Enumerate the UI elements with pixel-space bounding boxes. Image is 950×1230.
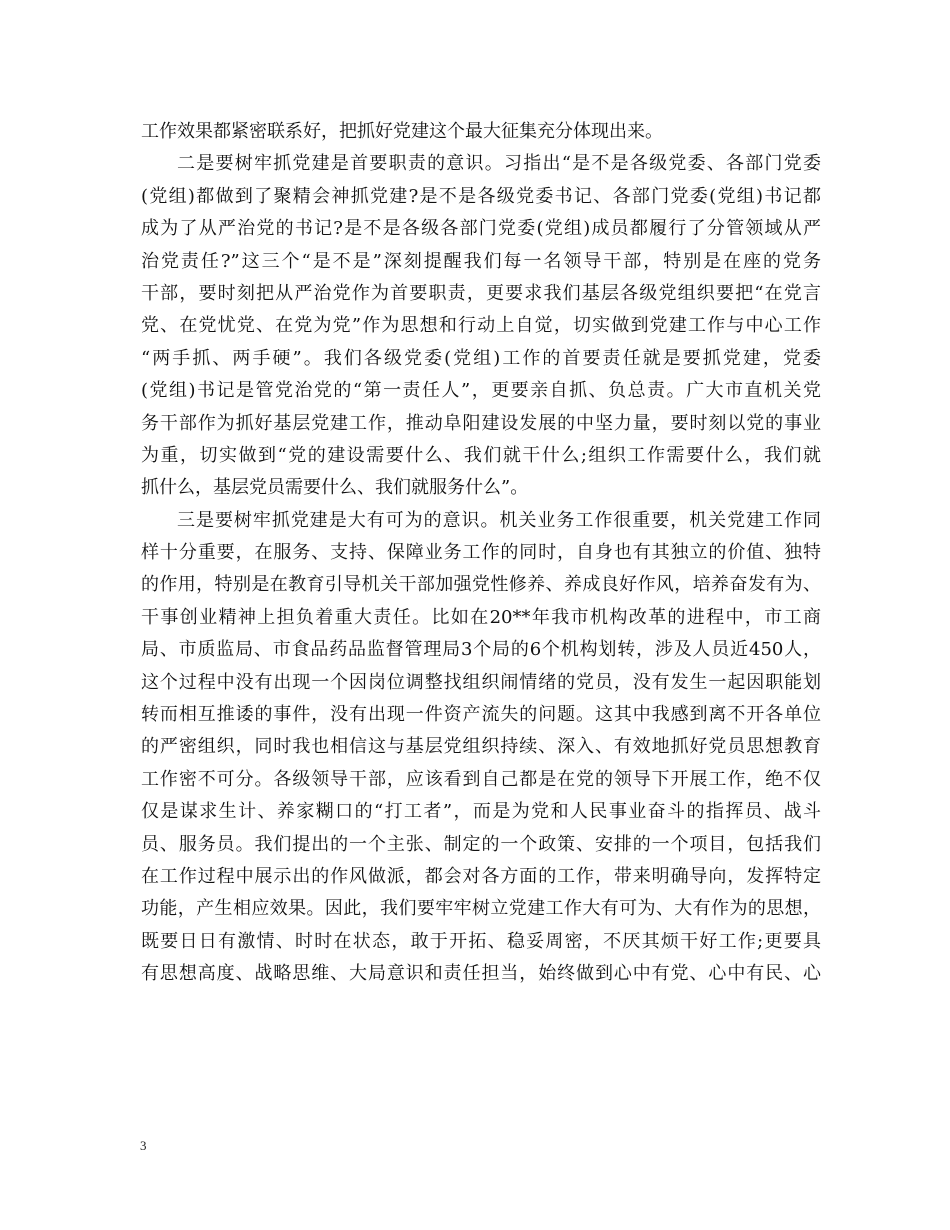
text-line: 抓什么，基层党员需要什么、我们就服务什么”。	[141, 477, 529, 499]
text-line: 的严密组织，同时我也相信这与基层党组织持续、深入、有效地抓好党员思想教育	[141, 736, 821, 758]
text-line: (党组)书记是管党治党的“第一责任人”，更要亲自抓、负总责。广大市直机关党	[141, 380, 821, 402]
body-text	[141, 116, 821, 991]
text-line: 员、服务员。我们提出的一个主张、制定的一个政策、安排的一个项目，包括我们	[141, 833, 821, 855]
text-line: 功能，产生相应效果。因此，我们要牢牢树立党建工作大有可为、大有作为的思想，	[141, 898, 821, 920]
text-line: (党组)都做到了聚精会神抓党建?是不是各级党委书记、各部门党委(党组)书记都	[141, 185, 821, 207]
text-line: 成为了从严治党的书记?是不是各级各部门党委(党组)成员都履行了分管领域从严	[141, 218, 821, 240]
paragraph-start-line: 三是要树牢抓党建是大有可为的意识。机关业务工作很重要，机关党建工作同	[177, 509, 821, 531]
text-line: “两手抓、两手硬”。我们各级党委(党组)工作的首要责任就是要抓党建，党委	[141, 347, 821, 369]
text-line: 治党责任?”这三个“是不是”深刻提醒我们每一名领导干部，特别是在座的党务	[141, 250, 821, 272]
text-line: 样十分重要，在服务、支持、保障业务工作的同时，自身也有其独立的价值、独特	[141, 542, 821, 564]
text-line: 工作效果都紧密联系好，把抓好党建这个最大征集充分体现出来。	[141, 121, 663, 142]
text-line: 工作密不可分。各级领导干部，应该看到自己都是在党的领导下开展工作，绝不仅	[141, 768, 821, 790]
paragraph-start-line: 二是要树牢抓党建是首要职责的意识。习指出“是不是各级党委、各部门党委	[177, 153, 821, 175]
text-line: 局、市质监局、市食品药品监督管理局3个局的6个机构划转，涉及人员近450人，	[141, 639, 821, 661]
text-line: 为重，切实做到“党的建设需要什么、我们就干什么;组织工作需要什么，我们就	[141, 444, 821, 466]
text-line: 干事创业精神上担负着重大责任。比如在20**年我市机构改革的进程中，市工商	[141, 606, 821, 628]
text-line: 转而相互推诿的事件，没有出现一件资产流失的问题。这其中我感到离不开各单位	[141, 704, 821, 726]
text-line: 既要日日有激情、时时在状态，敢于开拓、稳妥周密，不厌其烦干好工作;更要具	[141, 930, 821, 952]
text-line: 干部，要时刻把从严治党作为首要职责，更要求我们基层各级党组织要把“在党言	[141, 282, 821, 304]
text-line: 仅是谋求生计、养家糊口的“打工者”，而是为党和人民事业奋斗的指挥员、战斗	[141, 801, 821, 823]
text-line: 这个过程中没有出现一个因岗位调整找组织闹情绪的党员，没有发生一起因职能划	[141, 671, 821, 693]
page-number: 3	[140, 1138, 147, 1153]
text-line: 党、在党忧党、在党为党”作为思想和行动上自觉，切实做到党建工作与中心工作	[141, 315, 821, 337]
text-line: 务干部作为抓好基层党建工作，推动阜阳建设发展的中坚力量，要时刻以党的事业	[141, 412, 821, 434]
text-line: 有思想高度、战略思维、大局意识和责任担当，始终做到心中有党、心中有民、心	[141, 963, 821, 985]
text-line: 的作用，特别是在教育引导机关干部加强党性修养、养成良好作风，培养奋发有为、	[141, 574, 821, 596]
text-line: 在工作过程中展示出的作风做派，都会对各方面的工作，带来明确导向，发挥特定	[141, 865, 821, 887]
